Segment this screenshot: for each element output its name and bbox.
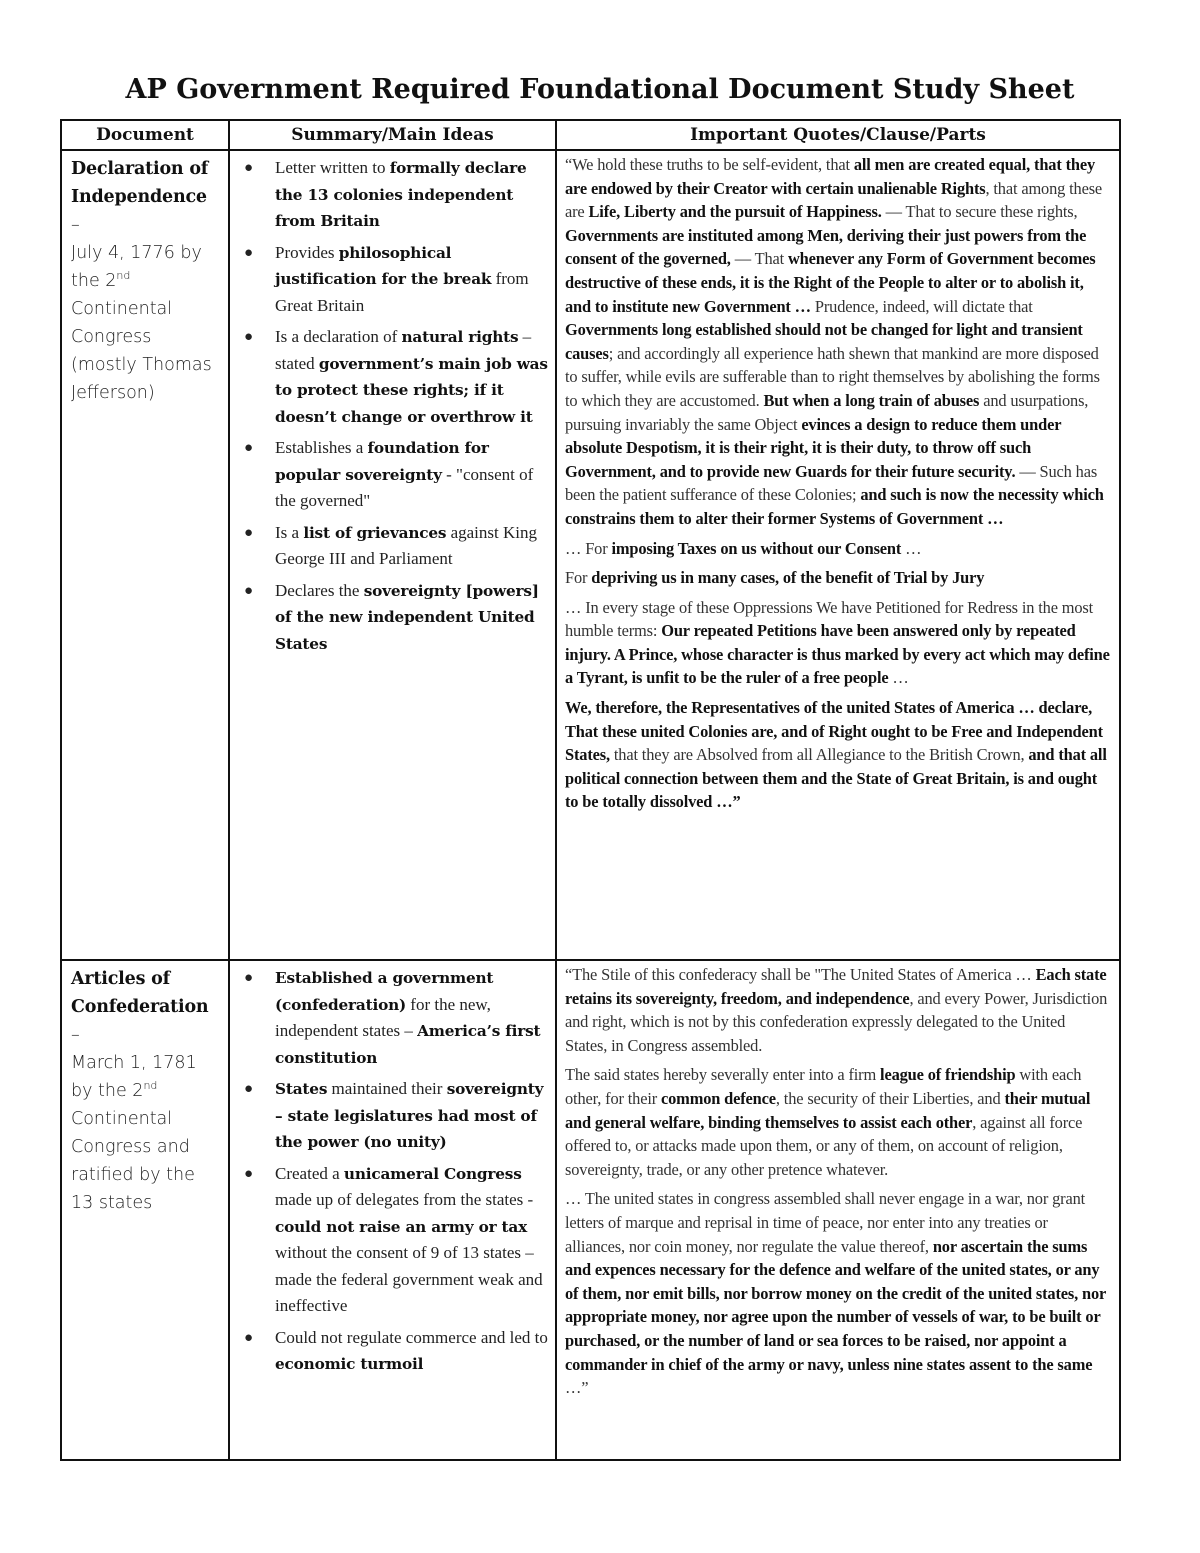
page-title: AP Government Required Foundational Document Study Sheet: [125, 74, 1075, 105]
bullet-icon: ●: [244, 582, 254, 599]
document-author: (mostly Thomas Jefferson): [71, 355, 212, 403]
summary-item: [236, 435, 549, 515]
bullet-icon: ●: [244, 1329, 254, 1346]
table-header-row: [61, 120, 1120, 150]
bullet-icon: ●: [244, 970, 254, 986]
summary-item: [236, 1325, 549, 1378]
document-cell: [61, 960, 229, 1460]
summary-item: [236, 240, 549, 320]
table-row-declaration: [61, 150, 1120, 960]
date-superscript: nd: [143, 1079, 158, 1093]
header-summary: Summary/Main Ideas: [229, 120, 556, 150]
bullet-icon: ●: [244, 160, 254, 176]
date-text: July 4, 1776 by the 2: [71, 243, 202, 291]
summary-text: States maintained their sovereignty – state legislatures had most of the power (no unity): [275, 1079, 544, 1151]
summary-text: Establishes a foundation for popular sovereignty - "consent of the governed": [275, 438, 534, 510]
summary-item: [236, 324, 549, 430]
date-text-rest: Continental Congress and ratified by the 13 states: [71, 1109, 195, 1213]
summary-item: [236, 520, 549, 573]
summary-cell: [229, 150, 556, 960]
study-table: [60, 119, 1121, 1461]
quote-paragraph: We, therefore, the Representatives of the united States of America … declare, That these united Colonies are, and of Right ought to be Free and Independent States, that they are Absolved from all Allegiance to the British Crown, and that all political connection between them and the State of Great Britain, is and ought to be totally dissolved …”: [565, 698, 1107, 812]
date-text: March 1, 1781 by the 2: [71, 1053, 197, 1101]
summary-text: Is a list of grievances against King George III and Parliament: [275, 522, 537, 568]
summary-text: Established a government (confederation) for the new, independent states – America’s first constitution: [275, 969, 541, 1067]
quote-paragraph: The said states hereby severally enter into a firm league of friendship with each other, for their common defence, the security of their Liberties, and their mutual and general welfare, binding themselves to assist each other, against all force offered to, or attacks made upon them, or any of them, on account of religion, sovereignty, trade, or any other pretence whatever.: [565, 1065, 1091, 1179]
summary-item: [236, 1076, 549, 1156]
quotes-cell: [556, 150, 1120, 960]
table-row-articles: [61, 960, 1120, 1460]
quote-paragraph: “We hold these truths to be self-evident, that all men are created equal, that they are endowed by their Creator with certain unalienable Rights, that among these are Life, Liberty and the pursuit of Happiness. — That to secure these rights, Governments are instituted among Men, deriving their just powers from the consent of the governed, — That whenever any Form of Government becomes destructive of these ends, it is the Right of the People to alter or to abolish it, and to institute new Government … Prudence, indeed, will dictate that Governments long established should not be changed for light and transient causes; and accordingly all experience hath shewn that mankind are more disposed to suffer, while evils are sufferable than to right themselves by abolishing the forms to which they are accustomed. But when a long train of abuses and usurpations, pursuing invariably the same Object evinces a design to reduce them under absolute Despotism, it is their right, it is their duty, to throw off such Government, and to provide new Guards for their future security. — Such has been the patient sufferance of these Colonies; and such is now the necessity which constrains them to alter their former Systems of Government …: [565, 155, 1104, 528]
summary-text: Provides philosophical justification for the break from Great Britain: [275, 242, 529, 315]
quote-paragraph: For depriving us in many cases, of the benefit of Trial by Jury: [565, 568, 985, 588]
summary-item: [236, 155, 549, 235]
document-dash: –: [71, 215, 80, 235]
summary-cell: [229, 960, 556, 1460]
summary-text: Declares the sovereignty [powers] of the new independent United States: [275, 580, 539, 653]
summary-item: [236, 965, 549, 1071]
summary-text: Letter written to formally declare the 13 colonies independent from Britain: [275, 158, 527, 230]
quote-paragraph: “The Stile of this confederacy shall be "The United States of America … Each state retains its sovereignty, freedom, and independence, and every Power, Jurisdiction and right, which is not by this confederation expressly delegated to the United States, in Congress assembled.: [565, 965, 1108, 1055]
summary-item: [236, 578, 549, 658]
bullet-icon: ●: [244, 329, 254, 345]
document-name: Articles of Confederation: [71, 969, 209, 1017]
summary-list: [236, 965, 549, 1378]
document-cell: [61, 150, 229, 960]
date-text-rest: Continental Congress: [71, 299, 173, 347]
document-dash: –: [71, 1025, 80, 1045]
quote-paragraph: … For imposing Taxes on us without our Consent …: [565, 538, 922, 558]
bullet-icon: ●: [244, 440, 254, 456]
bullet-icon: ●: [244, 524, 254, 541]
document-date: [71, 239, 220, 351]
quote-paragraph: … The united states in congress assembled shall never engage in a war, nor grant letters of marque and reprisal in time of peace, nor enter into any treaties or alliances, nor coin money, nor regulate the value thereof, nor ascertain the sums and expences necessary for the defence and welfare of the united states, or any of them, nor emit bills, nor borrow money on the credit of the united states, nor appropriate money, nor agree upon the number of vessels of war, to be built or purchased, or the number of land or sea forces to be raised, nor appoint a commander in chief of the army or navy, unless nine states assent to the same …”: [565, 1189, 1106, 1398]
summary-list: [236, 155, 549, 657]
quotes-cell: [556, 960, 1120, 1460]
bullet-icon: ●: [244, 244, 254, 261]
bullet-icon: ●: [244, 1081, 254, 1097]
header-quotes: Important Quotes/Clause/Parts: [556, 120, 1120, 150]
summary-item: [236, 1161, 549, 1320]
document-date: [71, 1049, 220, 1217]
header-document: Document: [61, 120, 229, 150]
summary-text: Created a unicameral Congress made up of delegates from the states - could not raise an army or tax without the consent of 9 of 13 states – made the federal government weak and ineffective: [275, 1163, 543, 1315]
summary-text: Could not regulate commerce and led to economic turmoil: [275, 1327, 548, 1373]
document-name: Declaration of Independence: [71, 159, 209, 207]
date-superscript: nd: [116, 269, 131, 283]
summary-text: Is a declaration of natural rights – stated government’s main job was to protect these rights; if it doesn’t change or overthrow it: [275, 327, 548, 426]
bullet-icon: ●: [244, 1165, 254, 1182]
quote-paragraph: … In every stage of these Oppressions We have Petitioned for Redress in the most humble terms: Our repeated Petitions have been answered only by repeated injury. A Prince, whose character is thus marked by every act which may define a Tyrant, is unfit to be the ruler of a free people …: [565, 597, 1110, 688]
